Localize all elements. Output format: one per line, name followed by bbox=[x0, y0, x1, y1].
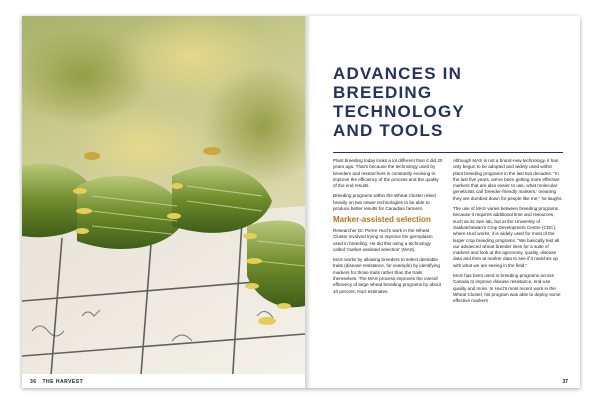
title-line-4: AND TOOLS bbox=[333, 121, 444, 140]
title-line-1: ADVANCES IN bbox=[333, 64, 463, 83]
right-page bbox=[305, 16, 580, 388]
text-column-1 bbox=[333, 158, 443, 299]
publication-name: THE HARVEST bbox=[42, 379, 84, 385]
section-subhead: Marker-assisted selection bbox=[333, 215, 431, 225]
paragraph: MAS has been used in breeding programs across Canada to improve disease resistance, end-use quality and more. In Hucl's most recent work in the Wheat Cluster, his program was able to deploy some effective markers bbox=[453, 273, 561, 304]
paragraph: Plant breeding today looks a lot different than it did 20 years ago. That's because the technology used by breeders and researchers is constantly evolving to improve the efficiency of the process and the quality of the end results. bbox=[333, 158, 443, 189]
right-page-number: 37 bbox=[562, 379, 568, 385]
paragraph: The use of MAS varies between breeding programs because it requires additional time and resources, such as its own lab, but at the University of Saskatchewan's Crop Development Centre (CDC), where Hucl works, it is widely used for most of the larger crop breeding programs. "We basically test all our advanced wheat breeder lines for a suite of markers and look at the agronomy, quality, disease data and then at marker data to see if it matches up with what we are seeing in the field." bbox=[453, 206, 560, 268]
magazine-spread bbox=[22, 16, 580, 388]
page-gutter-shadow bbox=[305, 16, 311, 388]
wheat-photo-illustration bbox=[22, 16, 305, 388]
paragraph: Although MAS is not a brand-new technology, it has only begun to be adopted and widely used within plant breeding programs in the last two decades. "In the last five years, we've been getting more effective markers that are also easier to use, what molecular geneticists call 'breeder-friendly markers,' meaning they are dumbed down for people like me," he laughs. bbox=[453, 158, 563, 201]
title-line-2: BREEDING bbox=[333, 83, 433, 102]
title-line-3: TECHNOLOGY bbox=[333, 102, 465, 121]
paragraph: Researcher Dr. Pierre Hucl's work in the Wheat Cluster involved trying to improve the germplasm used in breeding. He did this using a technology called 'marker-assisted selection' (MAS). bbox=[333, 227, 433, 252]
text-column-2 bbox=[453, 158, 563, 309]
left-page-number: 36 bbox=[30, 379, 37, 385]
wheat-spikes-photo bbox=[22, 16, 305, 388]
article-title bbox=[333, 64, 563, 140]
left-folio bbox=[30, 379, 83, 385]
title-rule bbox=[333, 152, 563, 153]
paragraph: MAS works by allowing breeders to select desirable traits (disease resistance, for example) by identifying markers for those traits rather than the traits themselves. The MAS process improves the overall efficiency of large wheat breeding programs by about 10 percent, Hucl estimates. bbox=[333, 257, 441, 294]
paragraph: Breeding programs within the Wheat Cluster relied heavily on two newer technologies to be able to produce better results for Canadian farmers. bbox=[333, 193, 436, 212]
